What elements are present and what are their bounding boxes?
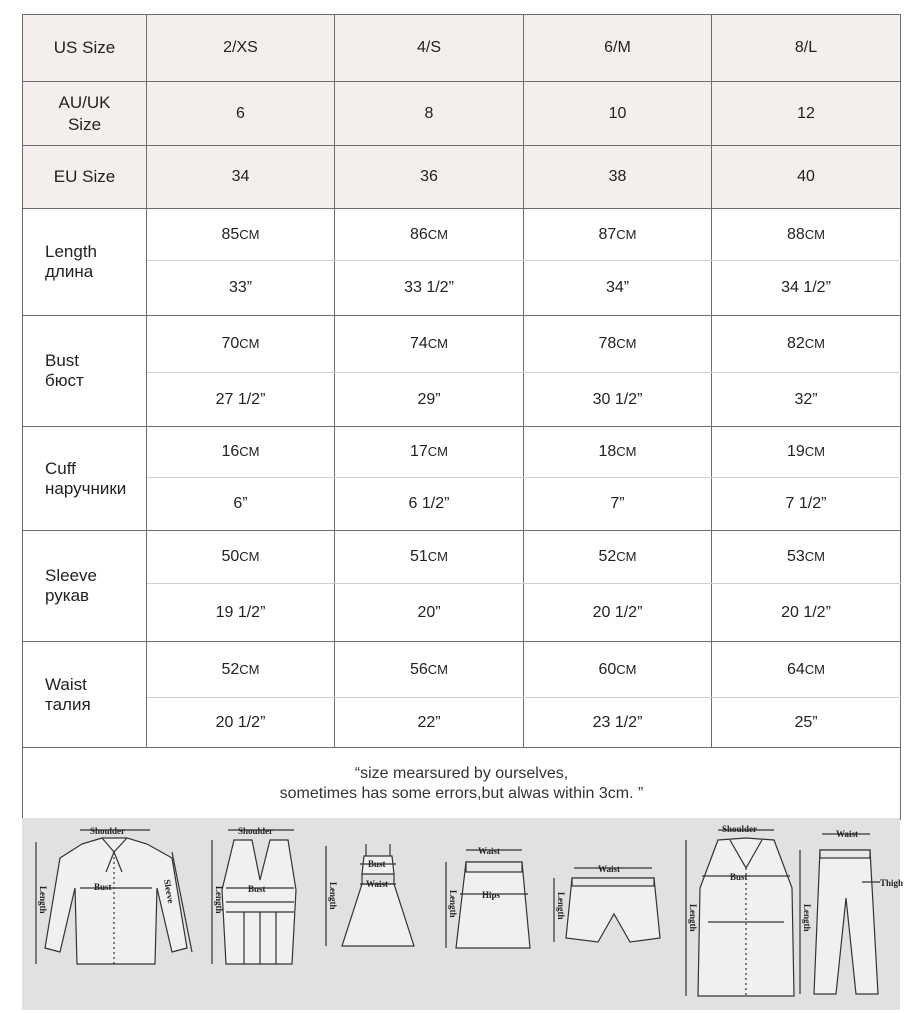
- waist-cm-row: [23, 642, 901, 698]
- measurement-diagram-strip: [22, 818, 904, 1010]
- length-label: Length: [214, 886, 224, 914]
- waist-label-en: Waist: [45, 674, 87, 694]
- blouse-diagram: [36, 826, 192, 964]
- bust-label: [23, 316, 147, 427]
- cuff-cm-row: [23, 427, 901, 478]
- sleeve-label: [23, 531, 147, 642]
- cuff-cm-cell: 17CM: [335, 427, 524, 478]
- sleeve-cm-cell: 53CM: [712, 531, 901, 584]
- waist-cm-cell: 56CM: [335, 642, 524, 698]
- bust-cm-row: [23, 316, 901, 373]
- waist-cm-cell: 60CM: [524, 642, 712, 698]
- us-size-cell: 8/L: [712, 15, 901, 82]
- note-line-2: sometimes has some errors,but alwas within 3cm. ”: [279, 784, 644, 802]
- length-label: Length: [448, 890, 458, 918]
- us-size-cell: 4/S: [335, 15, 524, 82]
- length-inch-cell: 33 1/2”: [335, 261, 524, 316]
- sleeve-label-en: Sleeve: [45, 566, 97, 585]
- us-size-label: US Size: [23, 15, 147, 82]
- bust-label: Bust: [94, 882, 112, 892]
- shoulder-label: Shoulder: [238, 826, 274, 836]
- us-size-cell: 2/XS: [147, 15, 335, 82]
- cuff-label-en: Cuff: [45, 458, 76, 478]
- bust-label-ru: бюст: [45, 371, 84, 390]
- sleeve-inch-cell: 20”: [335, 584, 524, 642]
- waist-cm-cell: 64CM: [712, 642, 901, 698]
- eu-size-row: [23, 146, 901, 209]
- bust-cm-cell: 70CM: [147, 316, 335, 373]
- sleeve-label-ru: рукав: [45, 586, 90, 605]
- skirt-diagram: [446, 846, 530, 948]
- length-inch-cell: 34”: [524, 261, 712, 316]
- length-inch-cell: 33”: [147, 261, 335, 316]
- sleeve-inch-row: [23, 584, 901, 642]
- cuff-inch-cell: 6 1/2”: [335, 478, 524, 531]
- shorts-diagram: [554, 864, 660, 942]
- cuff-cm-cell: 19CM: [712, 427, 901, 478]
- sleeve-cm-row: [23, 531, 901, 584]
- length-label: Length: [556, 892, 566, 920]
- cuff-inch-cell: 7”: [524, 478, 712, 531]
- sleeve-label: Sleeve: [162, 878, 177, 904]
- bust-inch-cell: 30 1/2”: [524, 373, 712, 427]
- waist-inch-cell: 22”: [335, 698, 524, 748]
- length-cm-cell: 88CM: [712, 209, 901, 261]
- bust-inch-cell: 27 1/2”: [147, 373, 335, 427]
- length-label: [23, 209, 147, 316]
- cuff-label: [23, 427, 147, 531]
- shoulder-label: Shoulder: [90, 826, 126, 836]
- length-cm-cell: 85CM: [147, 209, 335, 261]
- bust-cm-cell: 78CM: [524, 316, 712, 373]
- sleeve-inch-cell: 20 1/2”: [524, 584, 712, 642]
- bust-inch-cell: 32”: [712, 373, 901, 427]
- sleeve-cm-cell: 50CM: [147, 531, 335, 584]
- size-chart-table: [22, 14, 901, 820]
- cuff-cm-cell: 16CM: [147, 427, 335, 478]
- length-label: Length: [328, 882, 338, 910]
- note-line-1: “size mearsured by ourselves,: [354, 764, 569, 782]
- strappy-dress-diagram: [326, 844, 414, 946]
- us-size-row: [23, 15, 901, 82]
- us-size-cell: 6/M: [524, 15, 712, 82]
- coat-diagram: [686, 824, 794, 996]
- au-uk-size-cell: 10: [524, 82, 712, 146]
- length-label-en: Length: [45, 242, 97, 261]
- cuff-cm-cell: 18CM: [524, 427, 712, 478]
- hips-label: Hips: [482, 890, 501, 900]
- length-label: Length: [38, 886, 48, 914]
- waist-inch-cell: 25”: [712, 698, 901, 748]
- length-label: Length: [688, 904, 698, 932]
- waist-inch-row: [23, 698, 901, 748]
- waist-label: [23, 642, 147, 748]
- bust-label-en: Bust: [45, 351, 80, 370]
- sleeve-inch-cell: 19 1/2”: [147, 584, 335, 642]
- waist-inch-cell: 23 1/2”: [524, 698, 712, 748]
- shoulder-label: Shoulder: [722, 824, 758, 834]
- bust-label: Bust: [730, 872, 748, 882]
- length-label-ru: длина: [45, 262, 94, 281]
- eu-size-cell: 40: [712, 146, 901, 209]
- au-uk-size-cell: 8: [335, 82, 524, 146]
- length-label: Length: [802, 904, 812, 932]
- cuff-label-ru: наручники: [45, 478, 127, 498]
- length-inch-row: [23, 261, 901, 316]
- cuff-inch-cell: 6”: [147, 478, 335, 531]
- waist-label: Waist: [836, 829, 859, 839]
- length-cm-cell: 87CM: [524, 209, 712, 261]
- eu-size-cell: 34: [147, 146, 335, 209]
- waist-label: Waist: [598, 864, 621, 874]
- bust-inch-row: [23, 373, 901, 427]
- eu-size-cell: 36: [335, 146, 524, 209]
- bust-cm-cell: 82CM: [712, 316, 901, 373]
- bust-cm-cell: 74CM: [335, 316, 524, 373]
- sleeve-inch-cell: 20 1/2”: [712, 584, 901, 642]
- bust-label: Bust: [248, 884, 266, 894]
- eu-size-label: EU Size: [23, 146, 147, 209]
- au-uk-size-cell: 6: [147, 82, 335, 146]
- waist-label: Waist: [366, 879, 389, 889]
- cuff-inch-row: [23, 478, 901, 531]
- length-cm-row: [23, 209, 901, 261]
- waist-inch-cell: 20 1/2”: [147, 698, 335, 748]
- au-uk-size-label: [23, 82, 147, 146]
- au-uk-size-row: [23, 82, 901, 146]
- bust-label: Bust: [368, 859, 386, 869]
- waist-label-ru: талия: [45, 694, 91, 714]
- length-inch-cell: 34 1/2”: [712, 261, 901, 316]
- sleeve-cm-cell: 52CM: [524, 531, 712, 584]
- length-cm-cell: 86CM: [335, 209, 524, 261]
- eu-size-cell: 38: [524, 146, 712, 209]
- bust-inch-cell: 29”: [335, 373, 524, 427]
- au-uk-size-cell: 12: [712, 82, 901, 146]
- waist-label: Waist: [478, 846, 501, 856]
- measurement-note: [23, 748, 901, 820]
- trousers-diagram: [800, 829, 903, 994]
- cuff-inch-cell: 7 1/2”: [712, 478, 901, 531]
- waist-cm-cell: 52CM: [147, 642, 335, 698]
- sleeve-cm-cell: 51CM: [335, 531, 524, 584]
- thigh-label: Thigh: [880, 878, 904, 888]
- tank-top-diagram: [212, 826, 296, 964]
- au-uk-size-label-text: AU/UK Size: [58, 92, 111, 134]
- note-row: [23, 748, 901, 820]
